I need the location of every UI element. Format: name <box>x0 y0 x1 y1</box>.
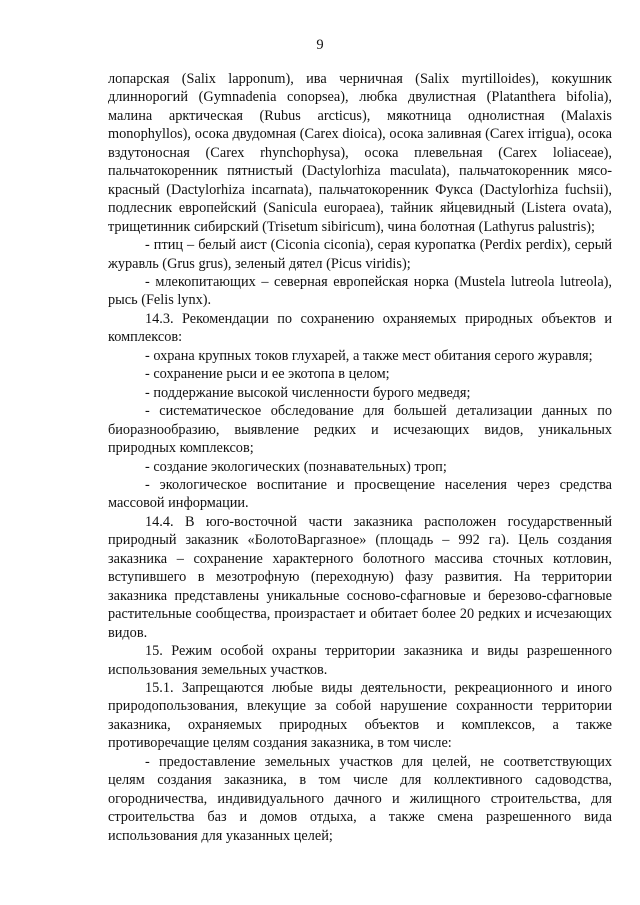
paragraph-land-plots: - предоставление земельных участков для целей, не соответствующих целям создания заказника, в том числе для коллективного садоводства, огородничества, индивидуального дачного и жилищного строительства, для строительства баз и домов отдыха, а также смена разрешенного вида использования для указанных целей; <box>108 753 612 844</box>
paragraph-eco-trails: - создание экологических (познавательных) троп; <box>145 458 447 475</box>
paragraph-section-15: 15. Режим особой охраны территории заказника и виды разрешенного использования земельных участков. <box>108 643 612 678</box>
paragraph-survey: - систематическое обследование для большей детализации данных по биоразнообразию, выявление редких и исчезающих видов, уникальных природных комплексов; <box>108 403 612 457</box>
document-body <box>108 70 612 845</box>
paragraph-section-15-1: 15.1. Запрещаются любые виды деятельности, рекреационного и иного природопользования, влекущие за собой нарушение сохранности территории заказника, охраняемых природных объектов и комплексов, а также противоречащие целям создания заказника, в том числе: <box>108 679 612 752</box>
paragraph-grouse-crane: - охрана крупных токов глухарей, а также мест обитания серого журавля; <box>145 347 593 364</box>
paragraph-birds: - птиц – белый аист (Ciconia ciconia), серая куропатка (Perdix perdix), серый журавль (Grus grus), зеленый дятел (Picus viridis); <box>108 237 612 272</box>
paragraph-section-14-3: 14.3. Рекомендации по сохранению охраняемых природных объектов и комплексов: <box>108 310 612 346</box>
paragraph-eco-education: - экологическое воспитание и просвещение населения через средства массовой информации. <box>108 476 612 512</box>
paragraph-lynx: - сохранение рыси и ее экотопа в целом; <box>145 366 390 383</box>
paragraph-section-14-4: 14.4. В юго-восточной части заказника расположен государственный природный заказник «БолотоВаргазное» (площадь – 992 га). Цель создания заказника – сохранение характерного болотного массива сточных котловин, вступившего в мезотрофную (переходную) фазу развития. На территории заказника представлены уникальные сосново-сфагновые и березово-сфагновые растительные сообщества, произрастает и обитает более 20 редких и исчезающих видов. <box>108 513 612 641</box>
paragraph-species-list: лопарская (Salix lapponum), ива черничная (Salix myrtilloides), кокушник длиннорогий (Gymnadenia conopsea), любка двулистная (Platanthera bifolia), малина арктическая (Rubus arcticus), мякотница однолистная (Malaxis monophyllos), осока двудомная (Carex dioica), осока заливная (Carex irrigua), осока вздутоносная (Carex rhynchophysa), осока плевельная (Carex loliaceae), пальчатокоренник пятнистый (Dactylorhiza maculata), пальчатокоренник мясо-красный (Dactylorhiza incarnata), пальчатокоренник Фукса (Dactylorhiza fuchsii), подлесник европейский (Sanicula europaea), тайник яйцевидный (Listera ovata), трищетинник сибирский (Trisetum sibiricum), чина болотная (Lathyrus palustris); <box>108 71 612 235</box>
page-number: 9 <box>316 37 324 53</box>
paragraph-mammals: - млекопитающих – северная европейская норка (Mustela lutreola lutreola), рысь (Felis lynx). <box>108 273 612 309</box>
paragraph-brown-bear: - поддержание высокой численности бурого медведя; <box>145 384 471 401</box>
